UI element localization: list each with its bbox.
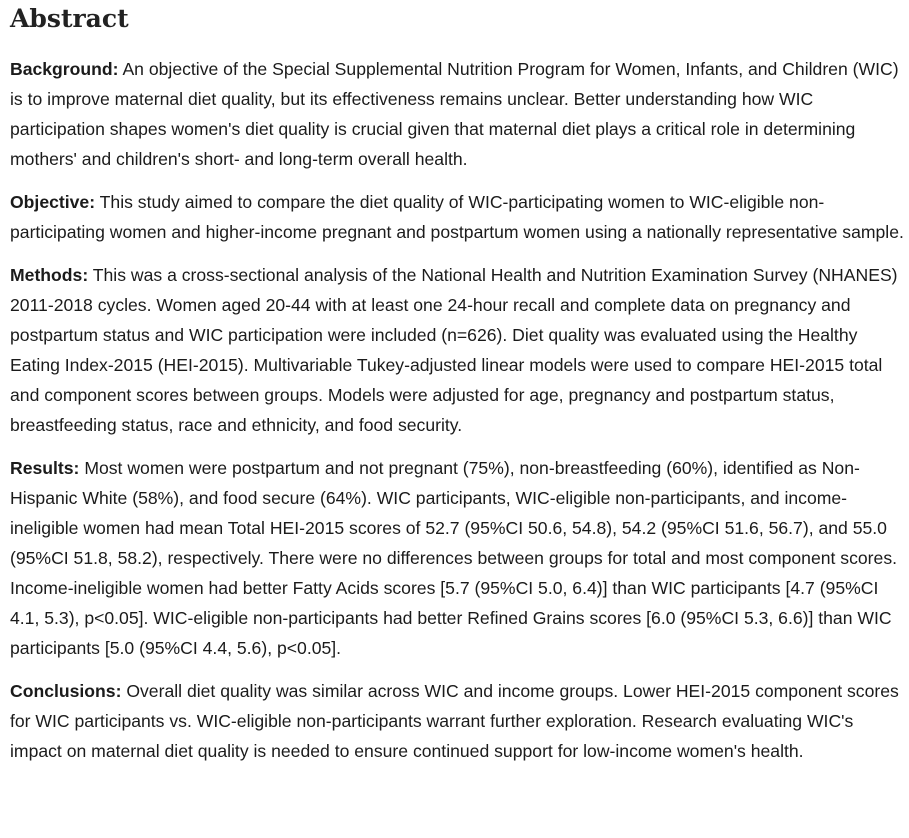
results-paragraph: [10, 453, 909, 663]
results-text: Most women were postpartum and not pregnant (75%), non-breastfeeding (60%), identified as Non-Hispanic White (58%), and food secure (64%). WIC participants, WIC-eligible non-participants, and income-ineligible women had mean Total HEI-2015 scores of 52.7 (95%CI 50.6, 54.8), 54.2 (95%CI 51.6, 56.7), and 55.0 (95%CI 51.8, 58.2), respectively. There were no differences between groups for total and most component scores. Income-ineligible women had better Fatty Acids scores [5.7 (95%CI 5.0, 6.4)] than WIC participants [4.7 (95%CI 4.1, 5.3), p<0.05]. WIC-eligible non-participants had better Refined Grains scores [6.0 (95%CI 5.3, 6.6)] than WIC participants [5.0 (95%CI 4.4, 5.6), p<0.05].: [10, 458, 898, 658]
background-text: An objective of the Special Supplemental Nutrition Program for Women, Infants, and Children (WIC) is to improve maternal diet quality, but its effectiveness remains unclear. Better understanding how WIC participation shapes women's diet quality is crucial given that maternal diet plays a critical role in determining mothers' and children's short- and long-term overall health.: [10, 59, 899, 169]
methods-label: Methods:: [10, 265, 89, 285]
conclusions-label: Conclusions:: [10, 681, 122, 701]
methods-paragraph: [10, 260, 909, 440]
conclusions-text: Overall diet quality was similar across WIC and income groups. Lower HEI-2015 component scores for WIC participants vs. WIC-eligible non-participants warrant further exploration. Research evaluating WIC's impact on maternal diet quality is needed to ensure continued support for low-income women's health.: [10, 681, 899, 761]
abstract-title: Abstract: [10, 4, 129, 33]
background-label: Background:: [10, 59, 119, 79]
objective-label: Objective:: [10, 192, 96, 212]
results-label: Results:: [10, 458, 80, 478]
methods-text: This was a cross-sectional analysis of the National Health and Nutrition Examination Survey (NHANES) 2011-2018 cycles. Women aged 20-44 with at least one 24-hour recall and complete data on pregnancy and postpartum status and WIC participation were included (n=626). Diet quality was evaluated using the Healthy Eating Index-2015 (HEI-2015). Multivariable Tukey-adjusted linear models were used to compare HEI-2015 total and component scores between groups. Models were adjusted for age, pregnancy and postpartum status, breastfeeding status, race and ethnicity, and food security.: [10, 265, 898, 435]
conclusions-paragraph: [10, 676, 909, 766]
objective-paragraph: [10, 187, 909, 247]
objective-text: This study aimed to compare the diet quality of WIC-participating women to WIC-eligible non-participating women and higher-income pregnant and postpartum women using a nationally representative sample.: [10, 192, 904, 242]
abstract: [0, 4, 909, 766]
background-paragraph: [10, 54, 909, 174]
